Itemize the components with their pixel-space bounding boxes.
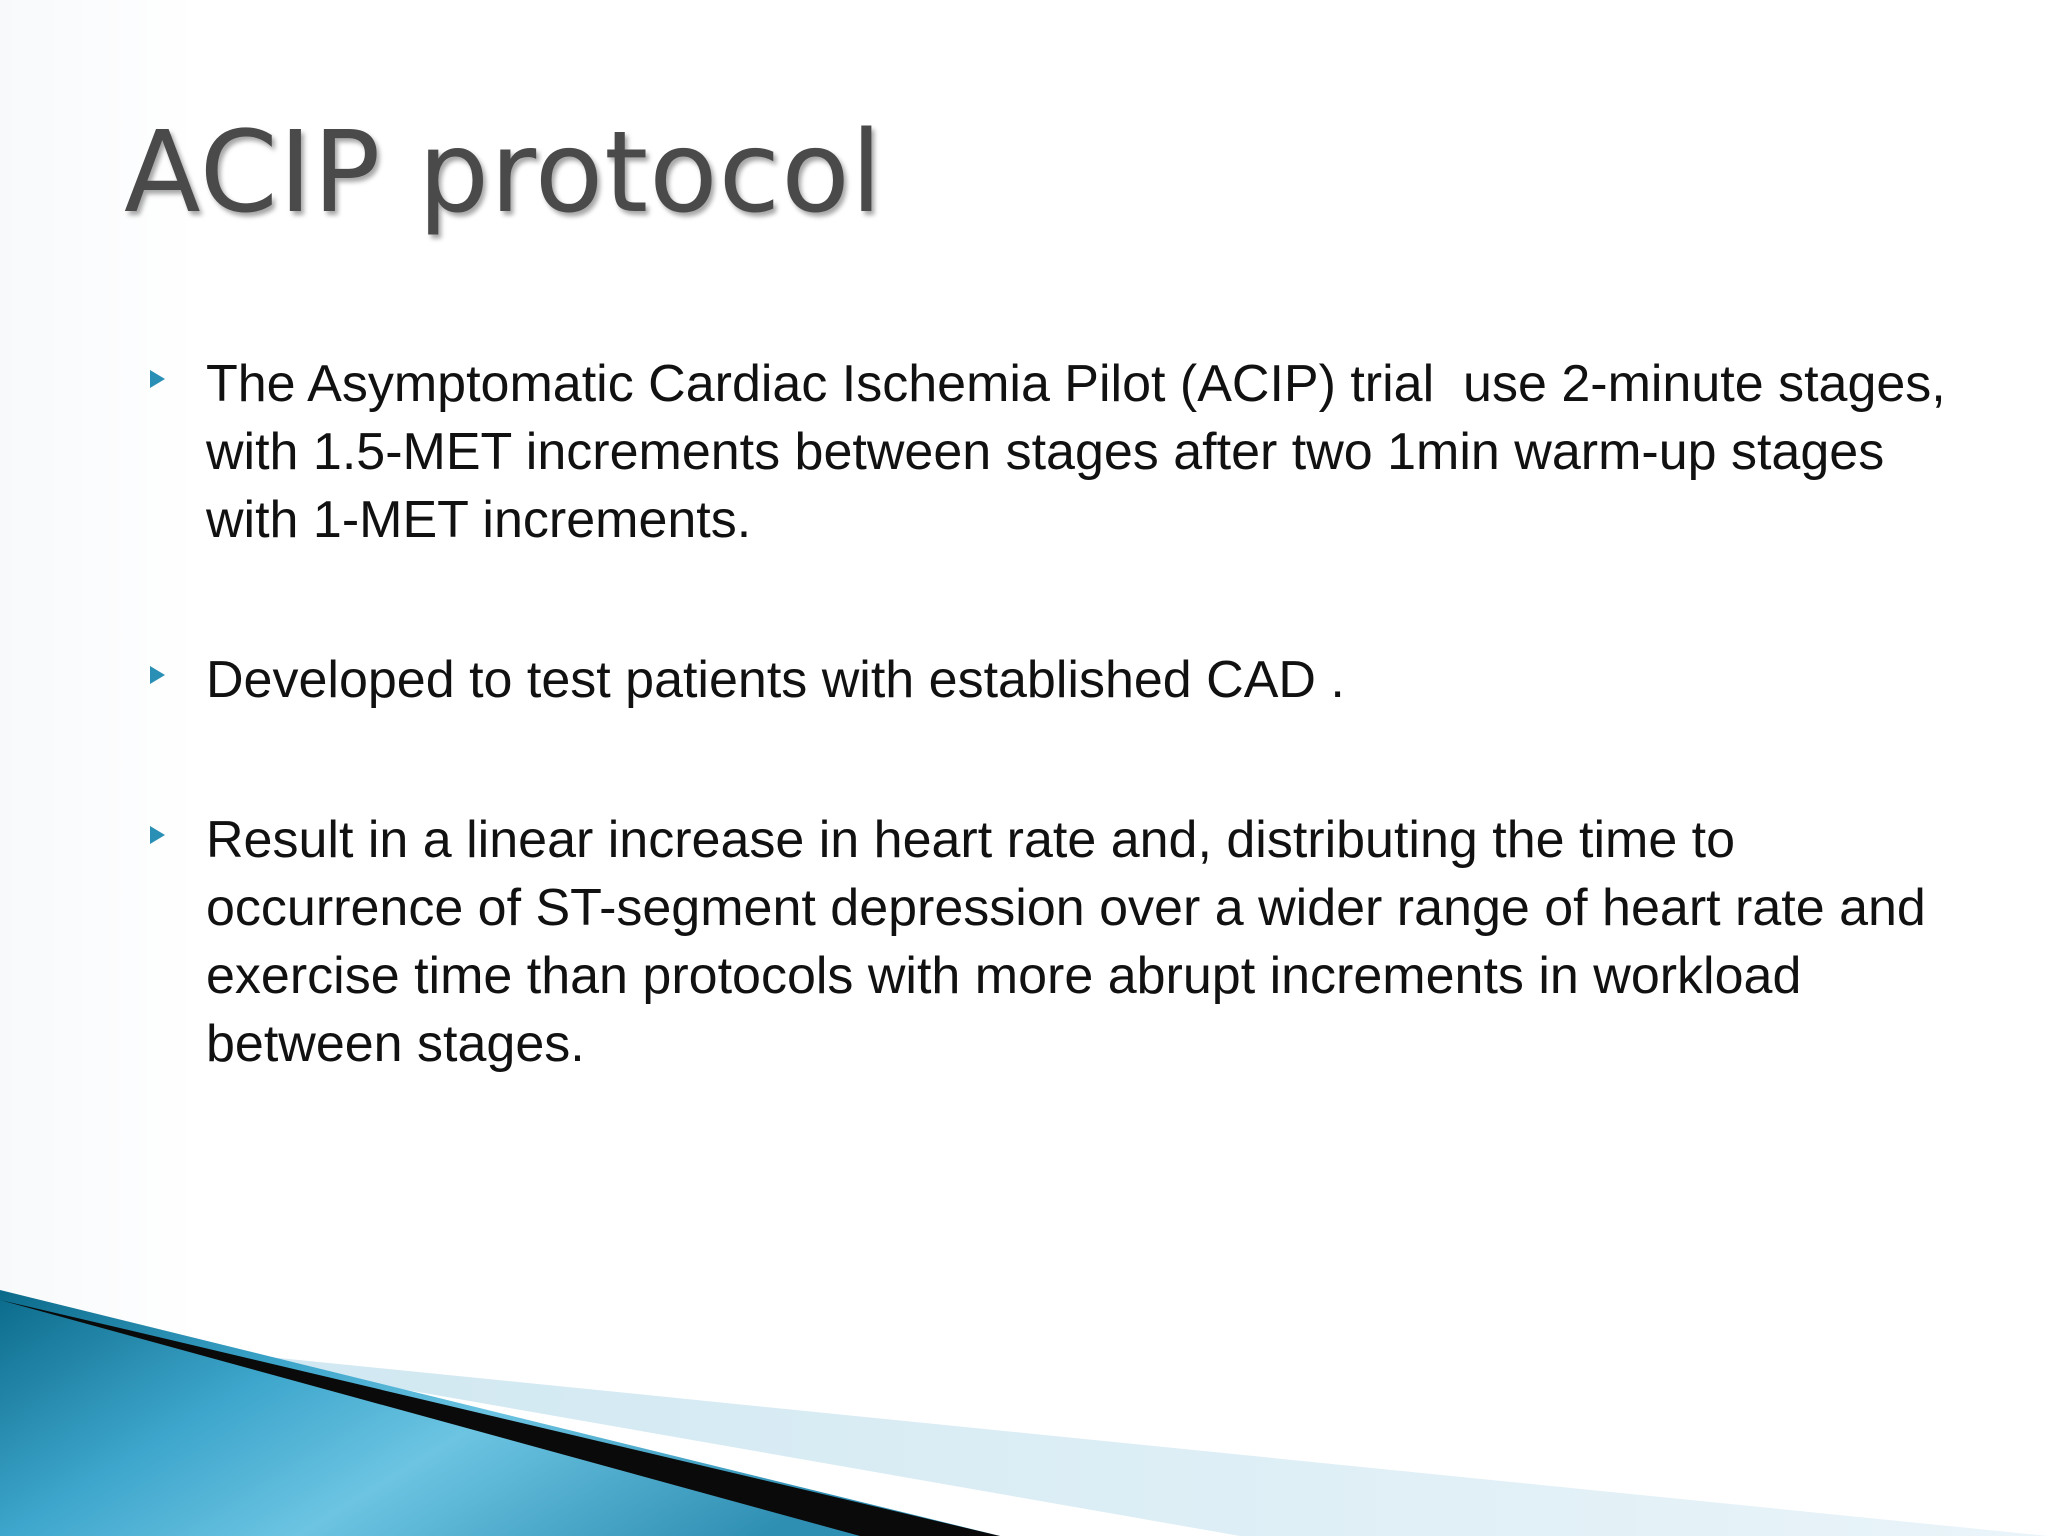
bullet-text: Developed to test patients with established CAD .: [206, 651, 1345, 709]
bullet-item: [150, 806, 1950, 1078]
pale-band-shape: [150, 1345, 2048, 1536]
triangle-bullet-icon: [150, 826, 165, 844]
slide-title: ACIP protocol: [124, 108, 883, 238]
triangle-bullet-icon: [150, 370, 165, 388]
teal-band-shape: [0, 1290, 1000, 1536]
bullet-item: [150, 350, 1961, 554]
black-band-shape: [0, 1300, 1000, 1536]
bullet-text: The Asymptomatic Cardiac Ischemia Pilot (ACIP) trial use 2-minute stages, with 1.5-MET increments between stages after two 1min warm-up stages with 1-MET increments.: [206, 355, 1961, 549]
bullet-list: [150, 350, 1961, 1170]
bullet-item: [150, 646, 1950, 714]
triangle-bullet-icon: [150, 666, 165, 684]
bullet-text: Result in a linear increase in heart rate and, distributing the time to occurrence of ST-segment depression over a wider range of heart rate and exercise time than protocols with more abrupt increments in workload between stages.: [206, 811, 1941, 1073]
